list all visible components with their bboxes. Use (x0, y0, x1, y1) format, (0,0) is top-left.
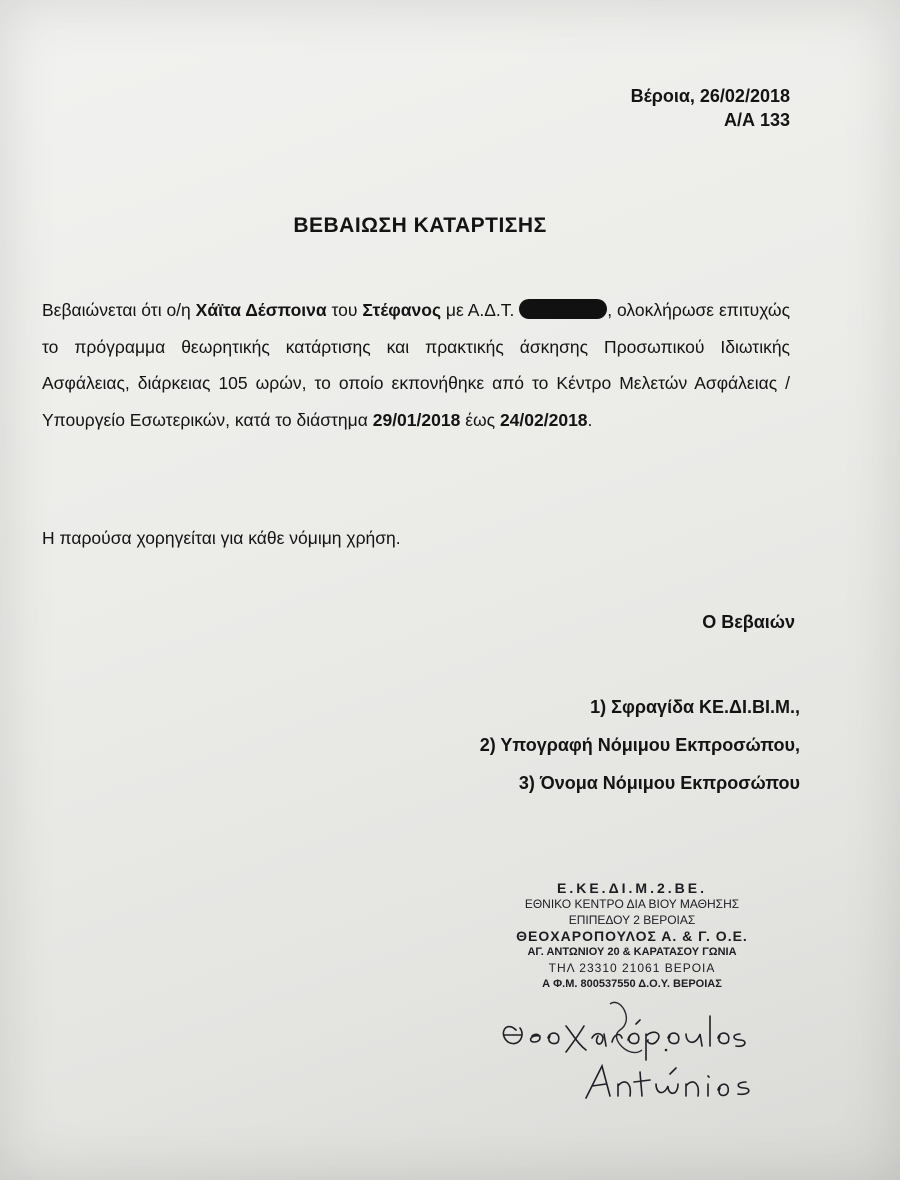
signature-dot (665, 1049, 668, 1052)
father-name: Στέφανος (362, 300, 442, 320)
document-title: ΒΕΒΑΙΩΣΗ ΚΑΤΑΡΤΙΣΗΣ (293, 214, 547, 237)
body-text-intro: Βεβαιώνεται ότι ο/η (42, 300, 196, 320)
certificate-body (42, 292, 790, 438)
body-text-end: . (587, 409, 593, 430)
signature-line-1 (503, 1016, 745, 1060)
body-text-of: του (326, 300, 363, 320)
usage-statement: Η παρούσα χορηγείται για κάθε νόμιμη χρήση. (42, 528, 401, 548)
stamp-line: Ε.ΚΕ.ΔΙ.Μ.2.ΒΕ. (557, 880, 707, 896)
stamp-line: ΘΕΟΧΑΡΟΠΟΥΛΟΣ Α. & Γ. Ο.Ε. (516, 928, 748, 944)
list-item: 2) Υπογραφή Νόμιμου Εκπροσώπου, (479, 735, 800, 755)
signature-line-2 (586, 1066, 749, 1098)
required-items-list (480, 688, 800, 802)
body-text-until: έως (460, 409, 500, 430)
handwritten-signature (470, 990, 800, 1110)
list-item: 3) Όνομα Νόμιμου Εκπροσώπου (518, 773, 800, 793)
redacted-id-number (519, 299, 607, 319)
stamp-line: ΤΗΛ 23310 21061 ΒΕΡΟΙΑ (548, 961, 716, 975)
holder-name: Χάϊτα Δέσποινα (195, 300, 327, 320)
body-text-id-label: με Α.Δ.Τ. (441, 300, 520, 320)
stamp-line: Α Φ.Μ. 800537550 Δ.Ο.Υ. ΒΕΡΟΙΑΣ (542, 978, 722, 990)
document-header (631, 84, 790, 132)
signature-scribble (610, 1002, 642, 1052)
date-from: 29/01/2018 (372, 409, 461, 430)
stamp-line: ΑΓ. ΑΝΤΩΝΙΟΥ 20 & ΚΑΡΑΤΑΣΟΥ ΓΩΝΙΑ (527, 946, 737, 958)
date-to: 24/02/2018 (499, 409, 588, 430)
place-date: Βέροια, 26/02/2018 (630, 86, 790, 106)
body-text-main: , ολοκλήρωσε επιτυχώς το πρόγραμμα θεωρητικής κατάρτισης και πρακτικής άσκησης Προσωπικού Ιδιωτικής Ασφάλειας, διάρκειας 105 ωρών, το οποίο εκπονήθηκε από το Κέντρο Μελετών Ασφάλειας / Υπουργείο Εσωτερικών, κατά το διάστημα (42, 300, 791, 430)
stamp-line: ΕΘΝΙΚΟ ΚΕΝΤΡΟ ΔΙΑ ΒΙΟΥ ΜΑΘΗΣΗΣ (524, 897, 740, 911)
certifier-label: Ο Βεβαιών (702, 612, 795, 632)
stamp-line: ΕΠΙΠΕΔΟΥ 2 ΒΕΡΟΙΑΣ (568, 913, 696, 927)
company-stamp (482, 880, 782, 992)
reference-number: Α/Α 133 (723, 110, 790, 130)
list-item: 1) Σφραγίδα ΚΕ.ΔΙ.ΒΙ.Μ., (590, 697, 800, 717)
